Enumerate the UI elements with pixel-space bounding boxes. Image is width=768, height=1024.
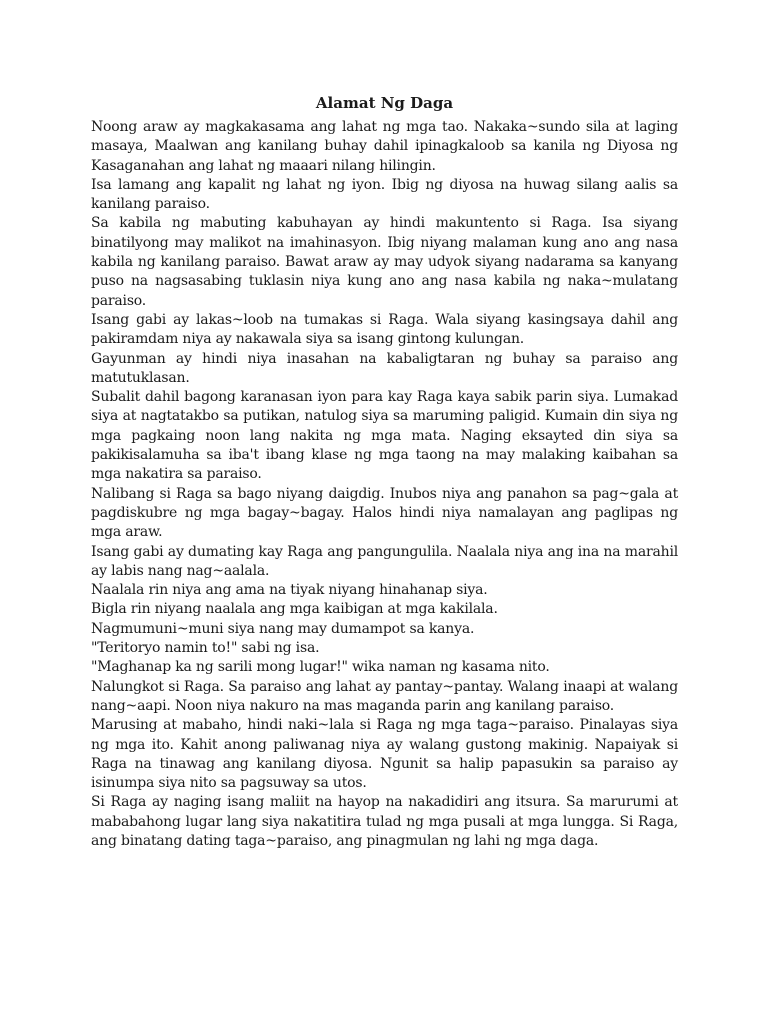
document-title: Alamat Ng Daga [315, 94, 454, 112]
paragraph: Naalala rin niya ang ama na tiyak niyang hinahanap siya. [91, 582, 488, 599]
paragraph: Si Raga ay naging isang maliit na hayop na nakadidiri ang itsura. Sa marurumi at mababahong lugar lang siya nakatitira tulad ng mga pusali at mga lungga. Si Raga, ang binatang dating taga~paraiso, ang pinagmulan ng lahi ng mga daga. [91, 794, 678, 849]
paragraph: Gayunman ay hindi niya inasahan na kabaligtaran ng buhay sa paraiso ang matutuklasan. [91, 350, 678, 386]
paragraph: Isang gabi ay dumating kay Raga ang pangungulila. Naalala niya ang ina na marahil ay labis nang nag~aalala. [91, 543, 678, 579]
paragraph: Marusing at mabaho, hindi naki~lala si Raga ng mga taga~paraiso. Pinalayas siya ng mga ito. Kahit anong paliwanag niya ay walang gustong makinig. Napaiyak si Raga na tinawag ang kanilang diyosa. Ngunit sa halip papasukin sa paraiso ay isinumpa siya nito sa pagsuway sa utos. [91, 717, 678, 792]
paragraph: Isang gabi ay lakas~loob na tumakas si Raga. Wala siyang kasingsaya dahil ang pakiramdam niya ay nakawala siya sa isang gintong kulungan. [91, 311, 678, 348]
paragraph: Bigla rin niyang naalala ang mga kaibigan at mga kakilala. [91, 601, 498, 618]
paragraph: Isa lamang ang kapalit ng lahat ng iyon. Ibig ng diyosa na huwag silang aalis sa kanilang paraiso. [91, 176, 678, 213]
paragraph: Nalibang si Raga sa bago niyang daigdig. Inubos niya ang panahon sa pag~gala at pagdiskubre ng mga bagay~bagay. Halos hindi niya namalayan ang paglipas ng mga araw. [91, 485, 678, 541]
paragraph: Noong araw ay magkakasama ang lahat ng mga tao. Nakaka~sundo sila at laging masaya, Maalwan ang kanilang buhay dahil ipinagkaloob sa kanila ng Diyosa ng Kasaganahan ang lahat ng maaari nilang hilingin. [91, 119, 678, 174]
document-body [91, 118, 678, 851]
paragraph: Sa kabila ng mabuting kabuhayan ay hindi makuntento si Raga. Isa siyang binatilyong may malikot na imahinasyon. Ibig niyang malaman kung ano ang nasa kabila ng kanilang paraiso. Bawat araw ay may udyok siyang nadarama sa kanyang puso na nagsasabing tuklasin niya kung ano ang nasa kabila ng naka~mulatang paraiso. [91, 215, 678, 309]
paragraph: "Teritoryo namin to!" sabi ng isa. [91, 640, 320, 657]
paragraph: "Maghanap ka ng sarili mong lugar!" wika naman ng kasama nito. [91, 659, 550, 676]
paragraph: Nalungkot si Raga. Sa paraiso ang lahat ay pantay~pantay. Walang inaapi at walang nang~aapi. Noon niya nakuro na mas maganda parin ang kanilang paraiso. [91, 678, 678, 714]
paragraph: Subalit dahil bagong karanasan iyon para kay Raga kaya sabik parin siya. Lumakad siya at nagtatakbo sa putikan, natulog siya sa maruming paligid. Kumain din siya ng mga pagkaing noon lang nakita ng mga mata. Naging eksayted din siya sa pakikisalamuha sa iba't ibang klase ng mga taong na may malaking kaibahan sa mga nakatira sa paraiso. [91, 389, 678, 483]
paragraph: Nagmumuni~muni siya nang may dumampot sa kanya. [91, 620, 475, 637]
document-page [91, 88, 678, 851]
